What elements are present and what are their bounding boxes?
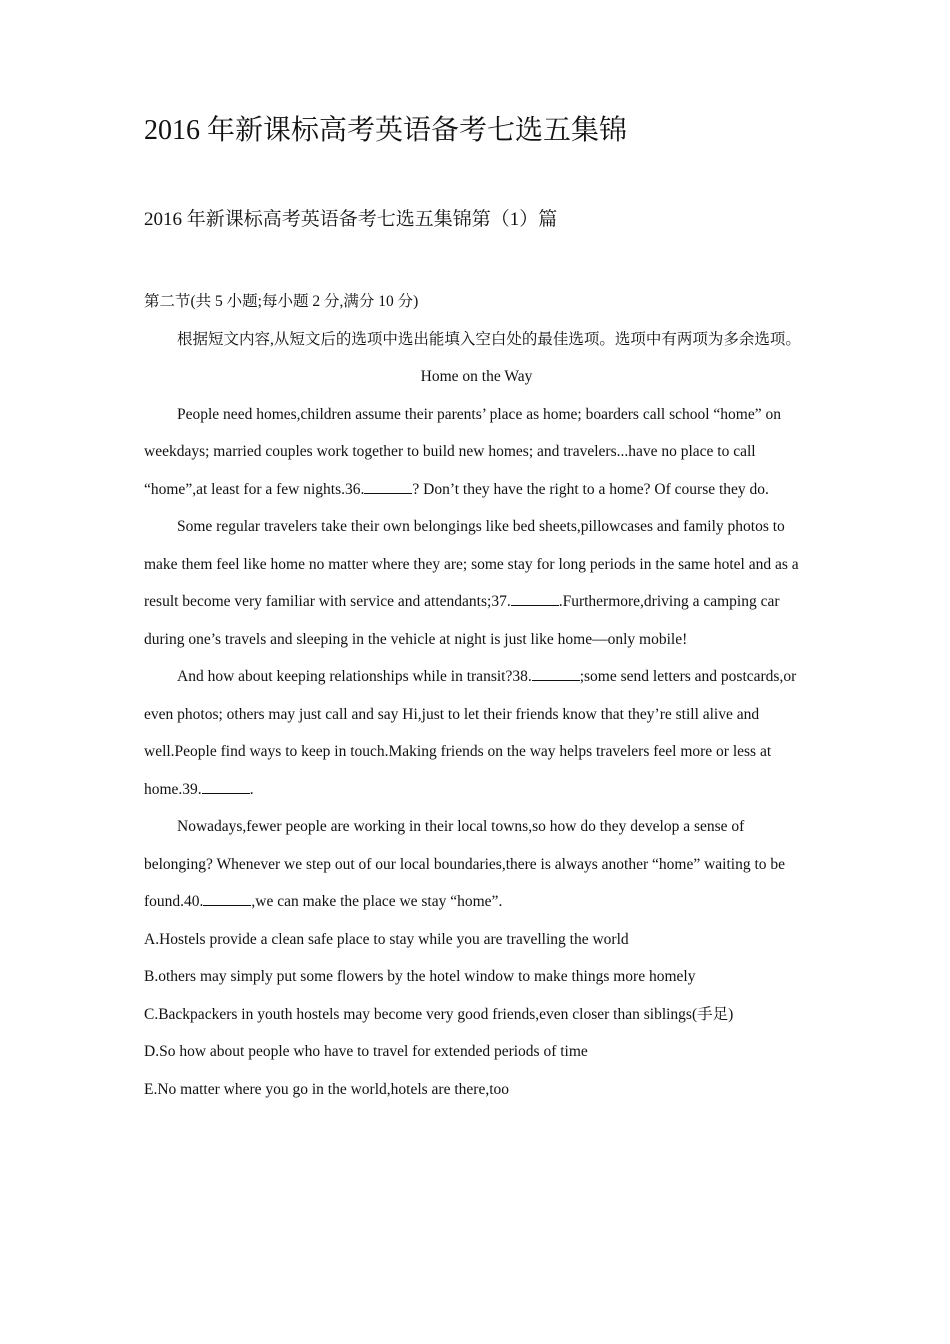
passage-paragraph-3: [144, 658, 809, 808]
option-e: E.No matter where you go in the world,hotels are there,too: [144, 1080, 509, 1098]
section-heading: 第二节(共 5 小题;每小题 2 分,满分 10 分): [144, 293, 419, 310]
passage-title: Home on the Way: [420, 368, 533, 385]
passage-subtitle: 2016 年新课标高考英语备考七选五集锦第（1）篇: [144, 209, 558, 230]
question-section: [144, 283, 809, 1108]
option-c: C.Backpackers in youth hostels may become very good friends,even closer than siblings(手足): [144, 1005, 734, 1023]
answer-blank-36: [364, 479, 412, 494]
option-a: A.Hostels provide a clean safe place to stay while you are travelling the world: [144, 930, 629, 948]
paragraph-text: People need homes,children assume their parents’ place as home; boarders call school “home” on weekdays; married couples work together to build new homes; and travelers...have no place to call “home”,at least for a few nights.36.: [144, 405, 782, 498]
paragraph-text: .Furthermore,driving a camping car during one’s travels and sleeping in the vehicle at night is just like home—only mobile!: [144, 593, 780, 648]
answer-blank-38: [532, 666, 580, 681]
passage-paragraph-2: [144, 508, 809, 658]
answer-blank-39: [202, 779, 250, 794]
document-title: 2016 年新课标高考英语备考七选五集锦: [144, 115, 628, 146]
option-d: D.So how about people who have to travel for extended periods of time: [144, 1043, 588, 1060]
answer-blank-37: [511, 591, 559, 606]
paragraph-text: Some regular travelers take their own belongings like bed sheets,pillowcases and family photos to make them feel like home no matter where they are; some stay for long periods in the same hotel and as a result become very familiar with service and attendants;37.: [144, 518, 799, 610]
paragraph-text: ? Don’t they have the right to a home? Of course they do.: [412, 480, 769, 498]
option-b: B.others may simply put some flowers by the hotel window to make things more homely: [144, 968, 696, 985]
paragraph-text: ,we can make the place we stay “home”.: [251, 893, 503, 910]
paragraph-text: ;some send letters and postcards,or even photos; others may just call and say Hi,just to let their friends know that they’re still alive and well.People find ways to keep in touch.Making friends on the way helps travelers feel more or less at home.39.: [144, 668, 797, 798]
passage-paragraph-1: [144, 396, 809, 509]
instruction-text: 根据短文内容,从短文后的选项中选出能填入空白处的最佳选项。选项中有两项为多余选项。: [177, 330, 801, 348]
answer-blank-40: [203, 891, 251, 906]
passage-paragraph-4: [144, 808, 809, 921]
paragraph-text: Nowadays,fewer people are working in their local towns,so how do they develop a sense of belonging? Whenever we step out of our local boundaries,there is always another “home” waiting to be found.40.: [144, 818, 786, 910]
paragraph-text: .: [249, 780, 254, 798]
paragraph-text: And how about keeping relationships while in transit?38.: [177, 668, 532, 685]
